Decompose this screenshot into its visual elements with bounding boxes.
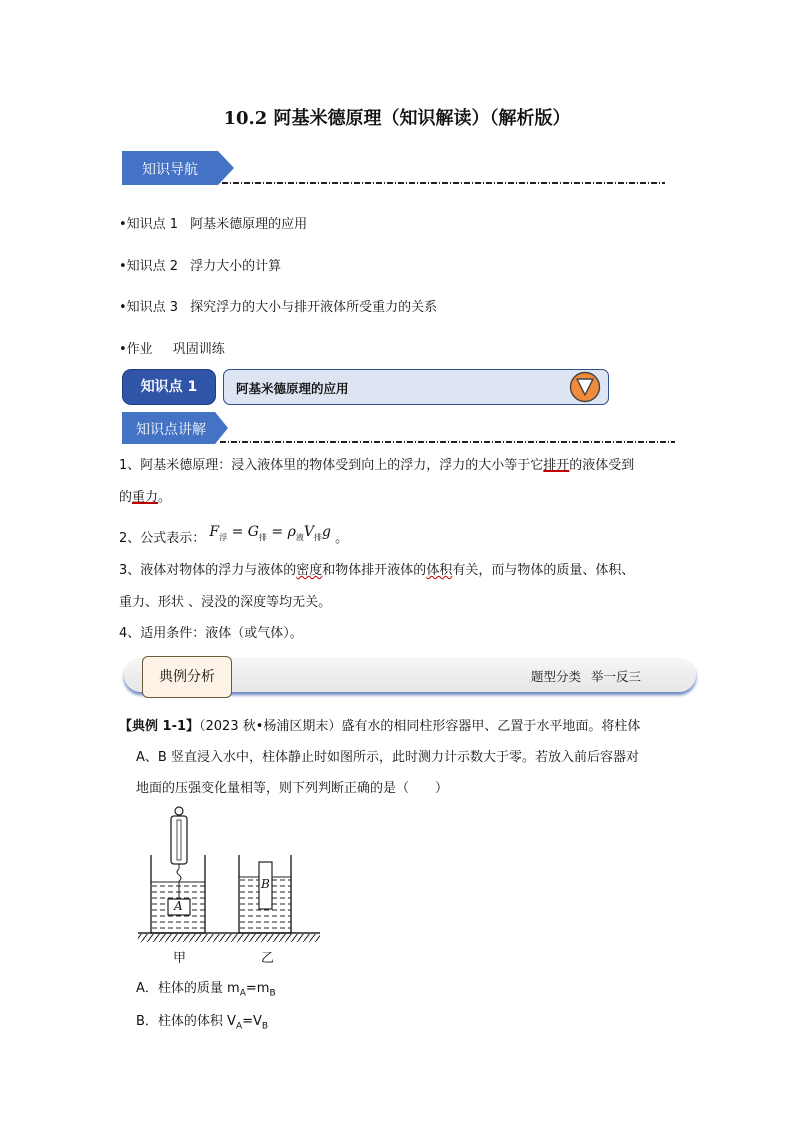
point-3-line-2: 重力、形状 、浸没的深度等均无关。: [119, 595, 332, 610]
knowledge-point-title: 阿基米德原理的应用: [236, 381, 349, 396]
option-a: A．柱体的质量 $m_A=m_B$: [136, 981, 276, 999]
buoyancy-formula: $F_浮 = G_排 = \rho_液V_排g$: [209, 524, 331, 542]
toc-item-3: •知识点 3 探究浮力的大小与排开液体所受重力的关系: [119, 300, 438, 315]
point-3-line-1: 3、液体对物体的浮力与液体的密度和物体排开液体的体积有关，而与物体的质量、体积、: [119, 563, 635, 578]
example-banner: [124, 656, 698, 702]
point-1-line-1: 1、阿基米德原理：浸入液体里的物体受到向上的浮力，浮力的大小等于它排开的液体受到: [119, 458, 635, 473]
knowledge-nav-label: 知识导航: [142, 162, 198, 178]
knowledge-nav-banner: [122, 151, 667, 187]
example-question: 【典例 1-1】（2023 秋•杨浦区期末）盛有水的相同柱形容器甲、乙置于水平地面。将柱体 A、B 竖直浸入水中，柱体静止时如图所示，此时测力计示数大于零。若放入前后容器对 地面的压强变化量相等，则下列判断正确的是（ ）: [119, 719, 641, 796]
block-a-label: A: [174, 899, 183, 913]
container-jia-label: 甲: [173, 951, 187, 966]
knowledge-point-title-box: [223, 369, 609, 405]
example-label-box: 典例分析: [142, 656, 232, 698]
page-title: 10.2 阿基米德原理（知识解读）（解析版）: [223, 108, 571, 129]
container-yi-label: 乙: [261, 951, 275, 966]
knowledge-explain-banner: [122, 412, 677, 448]
option-b: B．柱体的体积 $V_A=V_B$: [136, 1014, 269, 1032]
point-1-line-2: 的重力。: [119, 490, 172, 505]
knowledge-point-badge: 知识点 1: [122, 369, 216, 405]
toc-item-homework: •作业 巩固训练: [119, 342, 225, 357]
triangle-down-icon: [569, 371, 601, 403]
example-banner-right: 题型分类 举一反三: [531, 669, 642, 684]
knowledge-explain-label: 知识点讲解: [136, 422, 206, 438]
experiment-figure: [136, 805, 322, 970]
block-b-label: B: [261, 877, 270, 891]
toc-item-1: •知识点 1 阿基米德原理的应用: [119, 217, 308, 232]
point-4: 4、适用条件：液体（或气体）。: [119, 626, 303, 641]
toc-item-2: •知识点 2 浮力大小的计算: [119, 259, 282, 274]
point-2: 2、公式表示： $F_浮 = G_排 = \rho_液V_排g$ 。: [119, 524, 349, 546]
